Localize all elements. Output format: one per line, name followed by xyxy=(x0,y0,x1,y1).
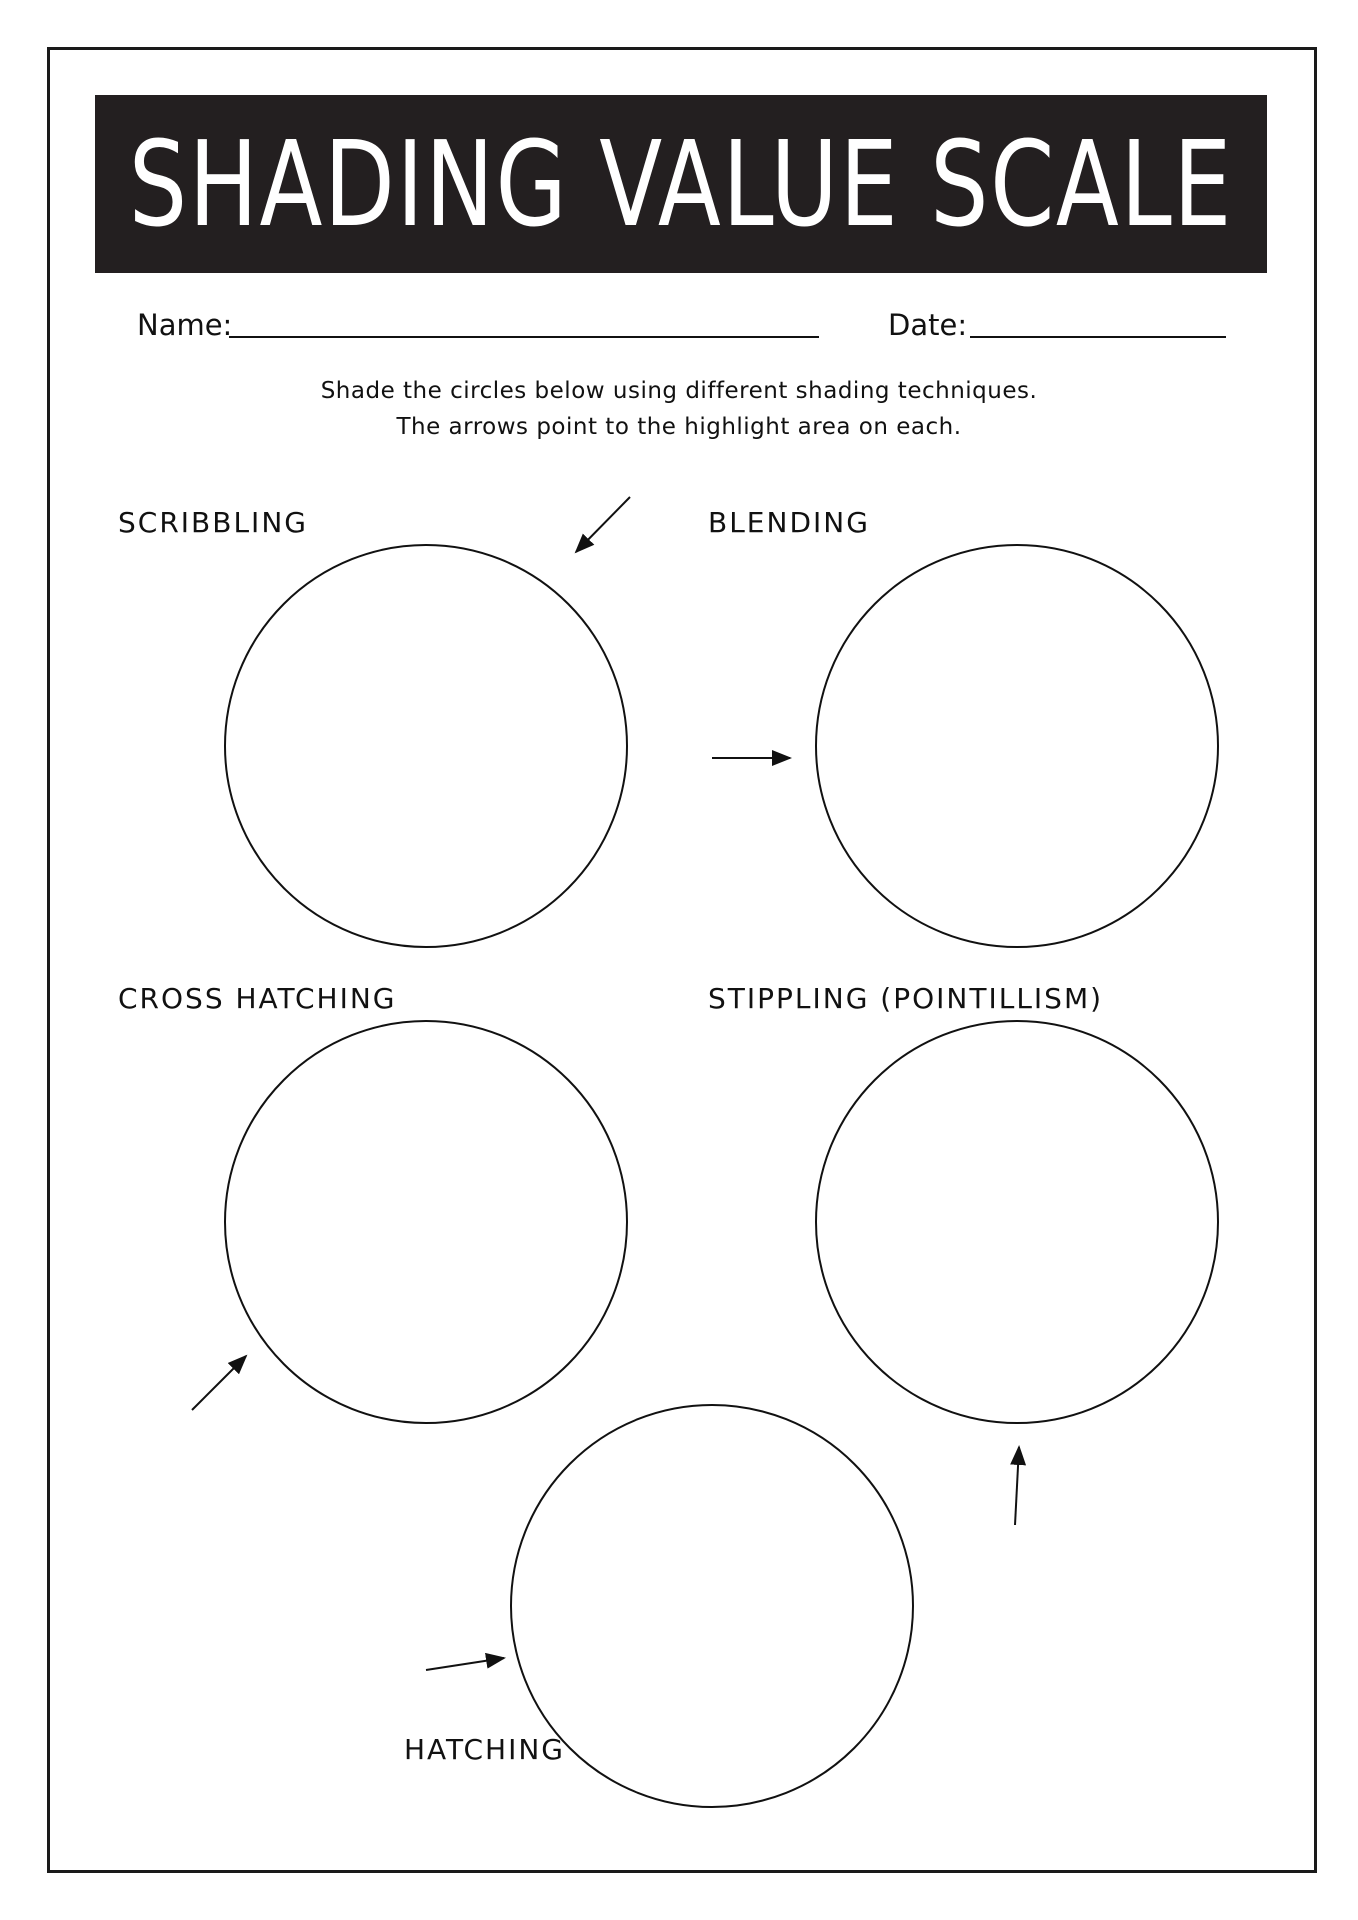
circle-blending[interactable] xyxy=(816,545,1218,947)
circle-cross-hatching[interactable] xyxy=(225,1021,627,1423)
arrow-scribbling-icon xyxy=(576,497,630,552)
arrow-cross-hatching-icon xyxy=(192,1356,246,1410)
name-label: Name: xyxy=(137,308,233,342)
instructions-line-1: Shade the circles below using different shading techniques. xyxy=(320,378,1038,404)
label-scribbling: SCRIBBLING xyxy=(118,506,308,539)
arrow-hatching-icon xyxy=(426,1658,504,1670)
page-title: SHADING VALUE SCALE xyxy=(128,115,1234,253)
arrow-stippling-icon xyxy=(1015,1447,1019,1525)
instructions-line-2: The arrows point to the highlight area on each. xyxy=(396,414,962,440)
circle-stippling[interactable] xyxy=(816,1021,1218,1423)
circle-hatching[interactable] xyxy=(511,1405,913,1807)
label-cross-hatching: CROSS HATCHING xyxy=(118,982,397,1015)
date-label: Date: xyxy=(888,308,968,342)
label-blending: BLENDING xyxy=(708,506,870,539)
label-stippling: STIPPLING (POINTILLISM) xyxy=(708,982,1104,1015)
circle-scribbling[interactable] xyxy=(225,545,627,947)
label-hatching: HATCHING xyxy=(404,1733,566,1766)
